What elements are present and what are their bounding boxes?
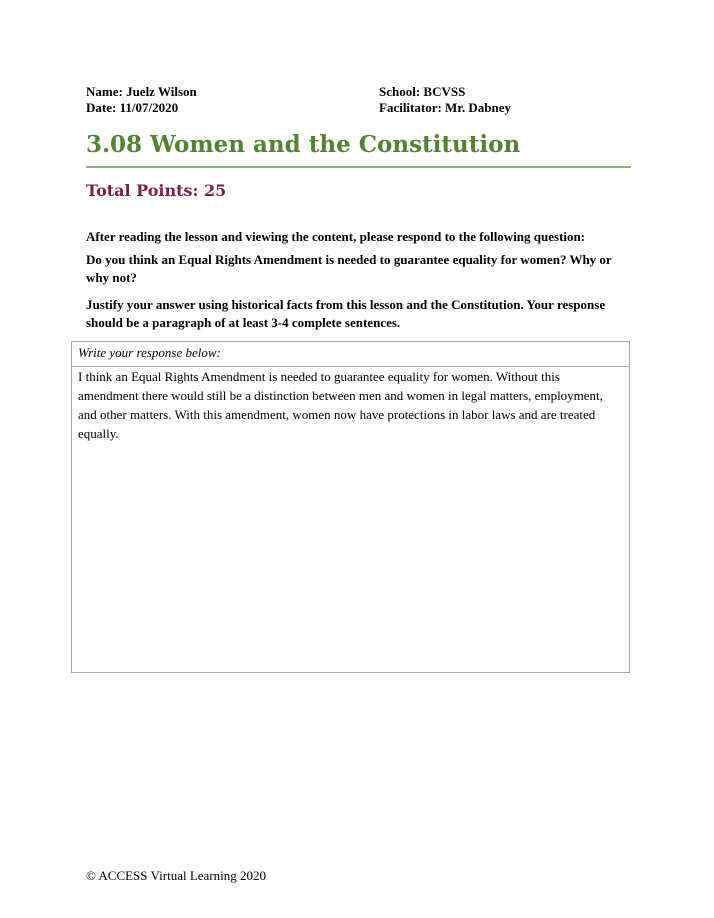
instructions-intro: After reading the lesson and viewing the content, please respond to the following question: [86,229,586,244]
school-name: School: BCVSS [379,84,466,99]
header-right-column [379,84,511,116]
total-points: Total Points: 25 [86,181,227,200]
header-left-column [86,84,197,116]
submission-date: Date: 11/07/2020 [86,100,179,115]
student-name: Name: Juelz Wilson [86,84,197,99]
title-divider [86,166,631,168]
copyright-footer: © ACCESS Virtual Learning 2020 [86,868,267,883]
response-table [71,341,630,673]
response-text[interactable]: I think an Equal Rights Amendment is needed to guarantee equality for women. Without this amendment there would still be a distinction between men and women in legal matters, employment, and other matters. With this amendment, women now have protections in labor laws and are treated equally. [78,369,603,441]
instructions-question: Do you think an Equal Rights Amendment is needed to guarantee equality for women? Why or why not? [86,252,612,285]
response-label: Write your response below: [72,342,629,367]
instructions-justify: Justify your answer using historical facts from this lesson and the Constitution. Your response should be a paragraph of at least 3-4 complete sentences. [86,297,606,330]
page-title: 3.08 Women and the Constitution [86,131,521,158]
facilitator-name: Facilitator: Mr. Dabney [379,100,512,115]
